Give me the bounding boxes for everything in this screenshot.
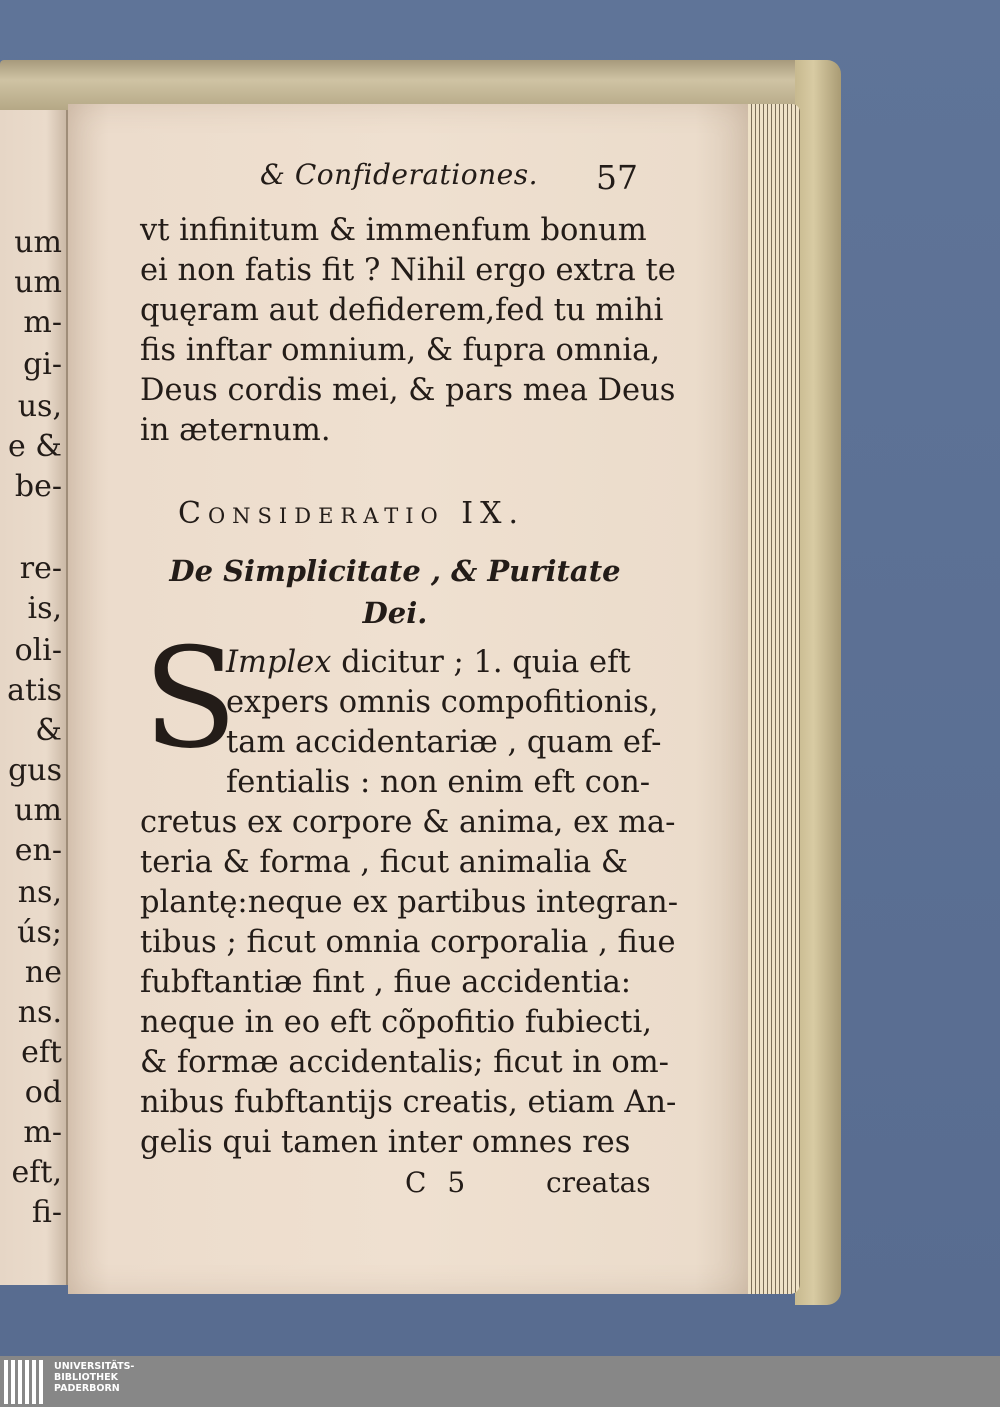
catchword: creatas xyxy=(546,1166,651,1199)
text-line: Deus cordis mei, & pars mea Deus xyxy=(140,373,676,408)
left-fragment: eft, xyxy=(11,1155,62,1190)
text-line: tam accidentariæ , quam ef- xyxy=(226,725,662,760)
subheading-line: Dei. xyxy=(362,596,428,631)
text-line: ei non fatis fit ? Nihil ergo extra te xyxy=(140,253,676,288)
left-fragment: ús; xyxy=(17,915,62,950)
text-line: quęram aut defiderem,fed tu mihi xyxy=(140,293,664,328)
library-footer xyxy=(0,1356,1000,1407)
book-cover-top xyxy=(0,60,840,110)
left-fragment: um xyxy=(14,225,62,260)
left-fragment: m- xyxy=(23,1115,62,1150)
section-heading: Consideratio IX. xyxy=(178,496,526,531)
text-line: teria & forma , ficut animalia & xyxy=(140,845,629,880)
text-line: nibus fubftantijs creatis, etiam An- xyxy=(140,1085,677,1120)
text-line: plantę:neque ex partibus integran- xyxy=(140,885,678,920)
left-fragment: re- xyxy=(19,551,62,586)
text-line: vt infinitum & immenfum bonum xyxy=(140,213,647,248)
left-fragment: e & xyxy=(8,429,62,464)
left-fragment: gus xyxy=(8,753,62,788)
text-line: fubftantiæ fint , fiue accidentia: xyxy=(140,965,632,1000)
running-head: & Confiderationes. xyxy=(260,158,538,191)
left-fragment: en- xyxy=(14,833,62,868)
left-fragment: fi- xyxy=(31,1195,62,1230)
text-line: gelis qui tamen inter omnes res xyxy=(140,1125,631,1160)
page-number: 57 xyxy=(596,158,638,197)
left-fragment: eft xyxy=(21,1035,62,1070)
left-fragment: us, xyxy=(17,389,62,424)
left-fragment: be- xyxy=(14,469,62,504)
logo-line: PADERBORN xyxy=(54,1383,120,1394)
signature-mark: C 5 xyxy=(405,1166,472,1199)
text-line: fentialis : non enim eft con- xyxy=(226,765,651,800)
library-logo-text xyxy=(54,1361,134,1394)
first-word: Implex xyxy=(226,645,332,680)
left-fragment: atis xyxy=(7,673,62,708)
text-line xyxy=(226,645,631,680)
left-fragment: um xyxy=(14,265,62,300)
left-fragment: gi- xyxy=(23,347,62,382)
text-line: fis inftar omnium, & fupra omnia, xyxy=(140,333,661,368)
subheading-line: De Simplicitate , & Puritate xyxy=(169,554,621,588)
text-line: expers omnis compofitionis, xyxy=(226,685,659,720)
logo-line: UNIVERSITÄTS- xyxy=(54,1361,135,1372)
text-line: tibus ; ficut omnia corporalia , fiue xyxy=(140,925,676,960)
text-line: cretus ex corpore & anima, ex ma- xyxy=(140,805,676,840)
page-block-edges xyxy=(748,104,800,1294)
left-fragment: ns, xyxy=(17,875,62,910)
left-fragment: m- xyxy=(23,305,62,340)
drop-cap: S xyxy=(143,618,238,779)
left-fragment: ne xyxy=(24,955,62,990)
left-fragment: is, xyxy=(27,591,62,626)
book-cover-edge xyxy=(795,60,841,1305)
left-fragment: & xyxy=(35,713,62,748)
left-fragment: ns. xyxy=(17,995,62,1030)
logo-line: BIBLIOTHEK xyxy=(54,1372,118,1383)
text-line: in æternum. xyxy=(140,413,331,448)
line-rest: dicitur ; 1. quia eft xyxy=(331,645,631,680)
left-fragment: oli- xyxy=(14,633,62,668)
text-line: & formæ accidentalis; ficut in om- xyxy=(140,1045,669,1080)
library-logo-icon xyxy=(4,1360,46,1404)
previous-page-fragment xyxy=(0,110,68,1285)
left-fragment: od xyxy=(24,1075,62,1110)
left-fragment: um xyxy=(14,793,62,828)
text-line: neque in eo eft cõpofitio fubiecti, xyxy=(140,1005,652,1040)
